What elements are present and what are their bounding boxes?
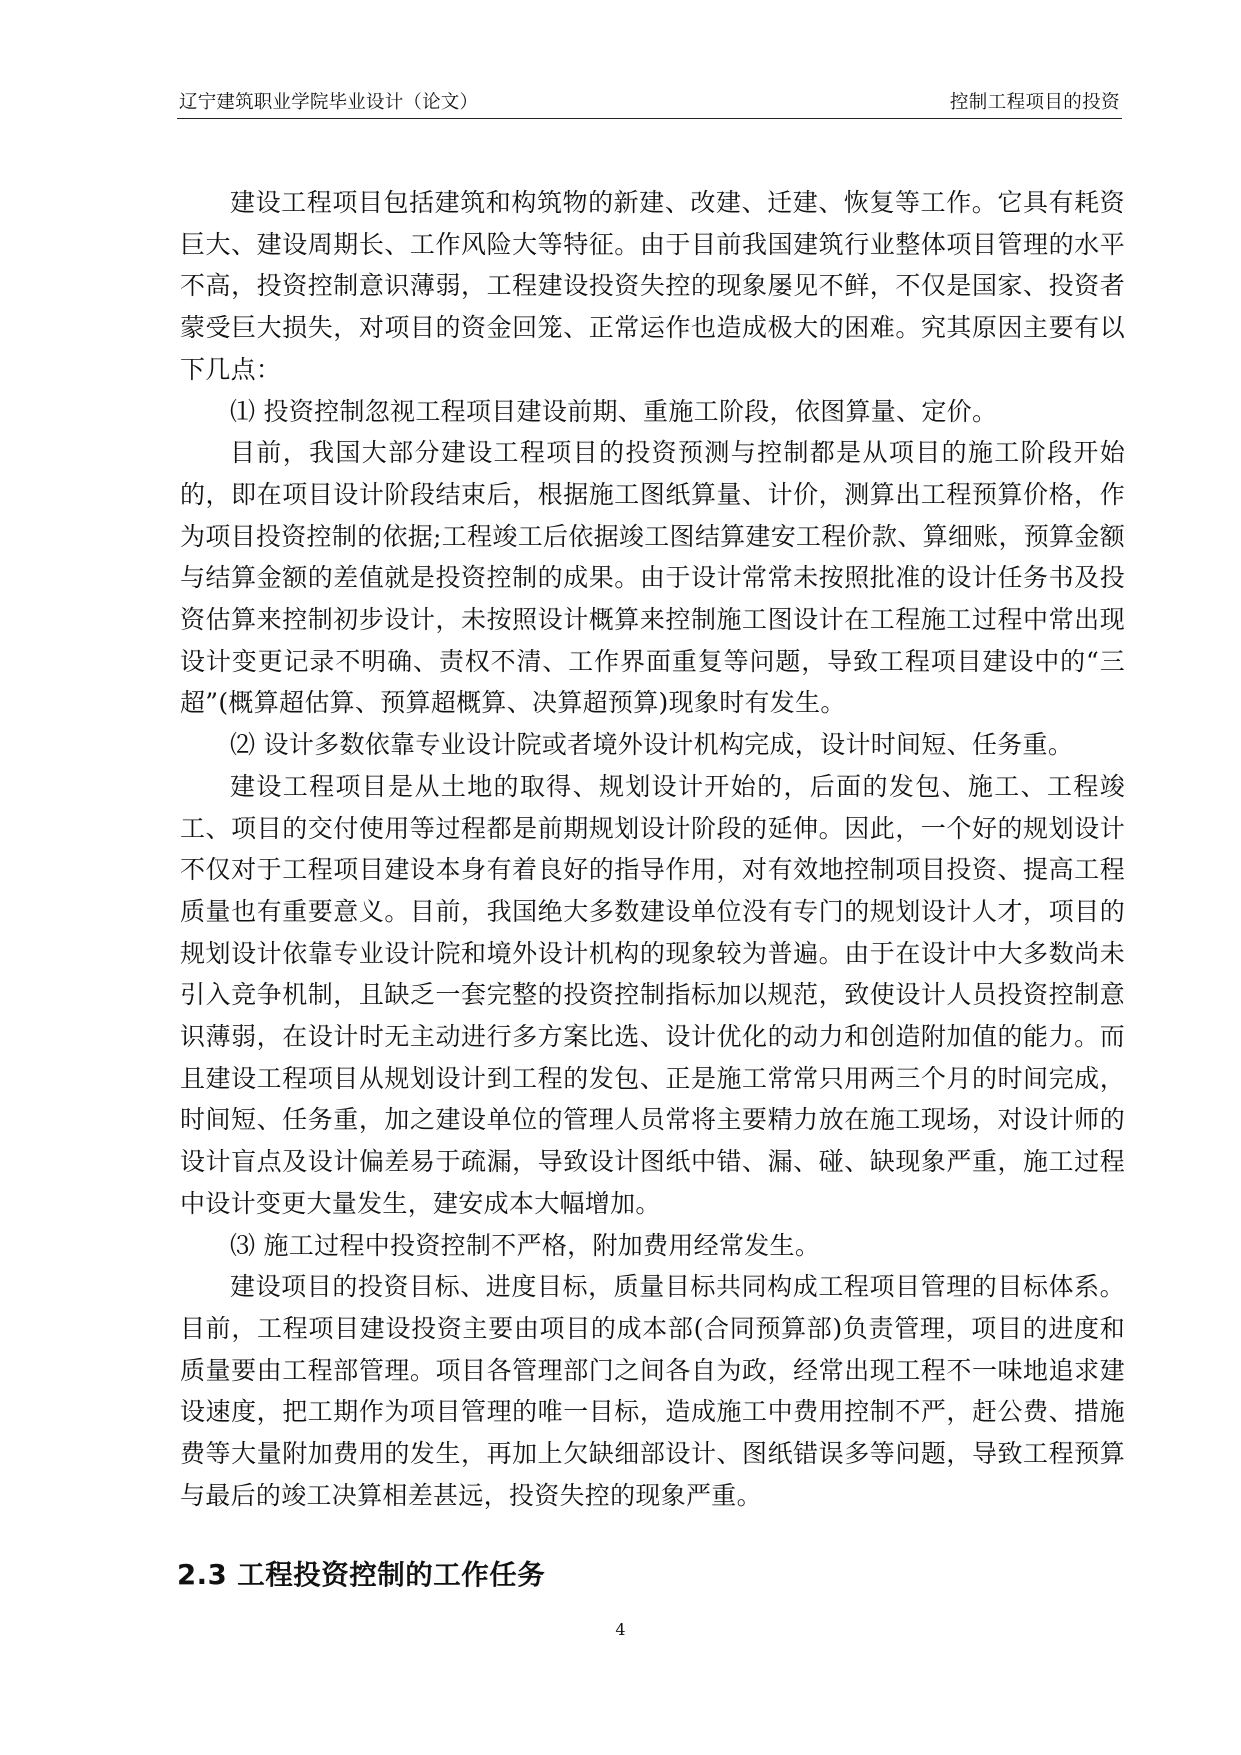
section-heading: 2.3 工程投资控制的工作任务 (177, 1559, 546, 1591)
list-item-1: ⑴ 投资控制忽视工程项目建设前期、重施工阶段，依图算量、定价。 (230, 396, 998, 426)
paragraph-design-stage: 目前，我国大部分建设工程项目的投资预测与控制都是从项目的施工阶段开始的，即在项目设计阶段结束后，根据施工图纸算量、计价，测算出工程预算价格，作为项目投资控制的依据;工程竣工后依据竣工图结算建安工程价款、算细账，预算金额与结算金额的差值就是投资控制的成果。由于设计常常未按照批准的设计任务书及投资估算来控制初步设计，未按照设计概算来控制施工图设计在工程施工过程中常出现设计变更记录不明确、责权不清、工作界面重复等问题，导致工程项目建设中的“三超”(概算超估算、预算超概算、决算超预算)现象时有发生。 (180, 438, 1125, 718)
paragraph-planning-design: 建设工程项目是从土地的取得、规划设计开始的，后面的发包、施工、工程竣工、项目的交付使用等过程都是前期规划设计阶段的延伸。因此，一个好的规划设计不仅对于工程项目建设本身有着良好的指导作用，对有效地控制项目投资、提高工程质量也有重要意义。目前，我国绝大多数建设单位没有专门的规划设计人才，项目的规划设计依靠专业设计院和境外设计机构的现象较为普遍。由于在设计中大多数尚未引入竞争机制，且缺乏一套完整的投资控制指标加以规范，致使设计人员投资控制意识薄弱，在设计时无主动进行多方案比选、设计优化的动力和创造附加值的能力。而且建设工程项目从规划设计到工程的发包、正是施工常常只用两三个月的时间完成，时间短、任务重，加之建设单位的管理人员常将主要精力放在施工现场，对设计师的设计盲点及设计偏差易于疏漏，导致设计图纸中错、漏、碰、缺现象严重，施工过程中设计变更大量发生，建安成本大幅增加。 (180, 771, 1125, 1218)
paragraph-construction-control: 建设项目的投资目标、进度目标，质量目标共同构成工程项目管理的目标体系。目前，工程项目建设投资主要由项目的成本部(合同预算部)负责管理，项目的进度和质量要由工程部管理。项目各管理部门之间各自为政，经常出现工程不一味地追求建设速度，把工期作为项目管理的唯一目标，造成施工中费用控制不严，赶公费、措施费等大量附加费用的发生，再加上欠缺细部设计、图纸错误多等问题，导致工程预算与最后的竣工决算相差甚远，投资失控的现象严重。 (180, 1272, 1125, 1510)
body-text (180, 182, 1125, 1517)
header-chapter-title: 控制工程项目的投资 (949, 92, 1120, 113)
paragraph-intro: 建设工程项目包括建筑和构筑物的新建、改建、迁建、恢复等工作。它具有耗资巨大、建设周期长、工作风险大等特征。由于目前我国建筑行业整体项目管理的水平不高，投资控制意识薄弱，工程建设投资失控的现象屡见不鲜，不仅是国家、投资者蒙受巨大损失，对项目的资金回笼、正常运作也造成极大的困难。究其原因主要有以下几点： (180, 188, 1125, 384)
page-number: 4 (615, 1620, 626, 1639)
list-item-2: ⑵ 设计多数依靠专业设计院或者境外设计机构完成，设计时间短、任务重。 (230, 730, 1074, 760)
list-item-3: ⑶ 施工过程中投资控制不严格，附加费用经常发生。 (230, 1230, 821, 1260)
header-thesis-title: 辽宁建筑职业学院毕业设计（论文） (179, 92, 479, 113)
page-header (177, 78, 1122, 119)
